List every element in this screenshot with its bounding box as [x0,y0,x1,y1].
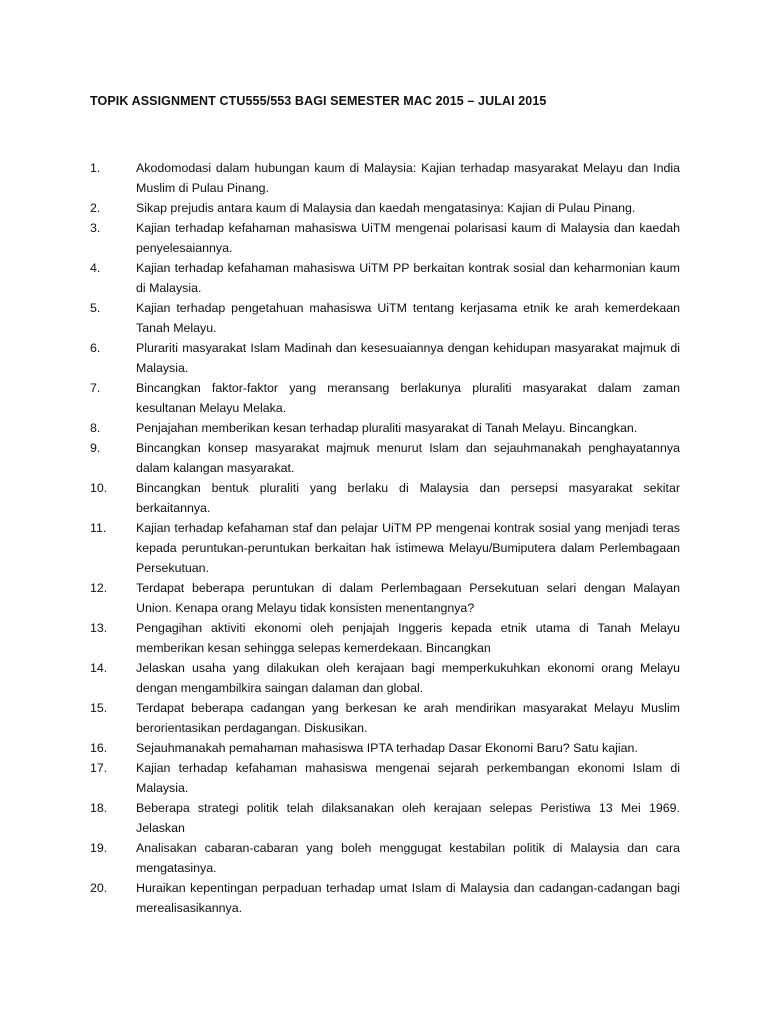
list-item [90,298,680,338]
topic-text: Sikap prejudis antara kaum di Malaysia dan kaedah mengatasinya: Kajian di Pulau Pinang. [136,201,636,215]
list-item [90,838,680,878]
topic-text: Terdapat beberapa peruntukan di dalam Perlembagaan Persekutuan selari dengan Malayan Union. Kenapa orang Melayu tidak konsisten menentangnya? [136,581,680,615]
topic-text: Penjajahan memberikan kesan terhadap pluraliti masyarakat di Tanah Melayu. Bincangkan. [136,421,638,435]
topic-text: Akodomodasi dalam hubungan kaum di Malaysia: Kajian terhadap masyarakat Melayu dan India Muslim di Pulau Pinang. [136,161,680,195]
topic-number: 4. [90,261,101,275]
topic-number: 2. [90,201,101,215]
topic-number: 18. [90,801,108,815]
topic-text: Terdapat beberapa cadangan yang berkesan ke arah mendirikan masyarakat Melayu Muslim berorientasikan perdagangan. Diskusikan. [136,701,680,735]
topic-text: Kajian terhadap kefahaman mahasiswa UiTM mengenai polarisasi kaum di Malaysia dan kaedah penyelesaiannya. [136,221,680,255]
topic-text: Kajian terhadap kefahaman mahasiswa mengenai sejarah perkembangan ekonomi Islam di Malaysia. [136,761,680,795]
list-item [90,878,680,918]
list-item [90,578,680,618]
topic-number: 13. [90,621,108,635]
topic-text: Kajian terhadap kefahaman staf dan pelajar UiTM PP mengenai kontrak sosial yang menjadi teras kepada peruntukan-peruntukan berkaitan hak istimewa Melayu/Bumiputera dalam Perlembagaan Persekutuan. [136,521,680,575]
list-item [90,378,680,418]
topic-number: 20. [90,881,108,895]
topic-number: 1. [90,161,101,175]
list-item [90,198,680,218]
topic-text: Huraikan kepentingan perpaduan terhadap umat Islam di Malaysia dan cadangan-cadangan bagi merealisasikannya. [136,881,680,915]
topic-text: Analisakan cabaran-cabaran yang boleh menggugat kestabilan politik di Malaysia dan cara mengatasinya. [136,841,680,875]
topic-text: Bincangkan bentuk pluraliti yang berlaku di Malaysia dan persepsi masyarakat sekitar berkaitannya. [136,481,680,515]
topic-number: 9. [90,441,101,455]
topic-number: 19. [90,841,108,855]
list-item [90,798,680,838]
topic-number: 16. [90,741,108,755]
list-item [90,218,680,258]
list-item [90,158,680,198]
topic-number: 3. [90,221,101,235]
topic-number: 7. [90,381,101,395]
topic-list [90,158,680,918]
list-item [90,758,680,798]
topic-text: Kajian terhadap kefahaman mahasiswa UiTM PP berkaitan kontrak sosial dan keharmonian kaum di Malaysia. [136,261,680,295]
topic-text: Pengagihan aktiviti ekonomi oleh penjajah Inggeris kepada etnik utama di Tanah Melayu memberikan kesan sehingga selepas kemerdekaan. Bincangkan [136,621,680,655]
topic-number: 17. [90,761,108,775]
topic-text: Bincangkan faktor-faktor yang meransang berlakunya pluraliti masyarakat dalam zaman kesultanan Melayu Melaka. [136,381,680,415]
topic-number: 11. [90,521,107,535]
topic-text: Jelaskan usaha yang dilakukan oleh kerajaan bagi memperkukuhkan ekonomi orang Melayu dengan mengambilkira saingan dalaman dan global. [136,661,680,695]
list-item [90,518,680,578]
topic-text: Sejauhmanakah pemahaman mahasiswa IPTA terhadap Dasar Ekonomi Baru? Satu kajian. [136,741,638,755]
list-item [90,258,680,298]
document-title: TOPIK ASSIGNMENT CTU555/553 BAGI SEMESTER MAC 2015 – JULAI 2015 [90,94,547,108]
list-item [90,338,680,378]
topic-number: 15. [90,701,108,715]
topic-text: Plurariti masyarakat Islam Madinah dan kesesuaiannya dengan kehidupan masyarakat majmuk di Malaysia. [136,341,680,375]
topic-number: 8. [90,421,101,435]
list-item [90,438,680,478]
topic-text: Beberapa strategi politik telah dilaksanakan oleh kerajaan selepas Peristiwa 13 Mei 1969. Jelaskan [136,801,680,835]
topic-text: Kajian terhadap pengetahuan mahasiswa UiTM tentang kerjasama etnik ke arah kemerdekaan Tanah Melayu. [136,301,680,335]
topic-number: 6. [90,341,101,355]
list-item [90,618,680,658]
topic-text: Bincangkan konsep masyarakat majmuk menurut Islam dan sejauhmanakah penghayatannya dalam kalangan masyarakat. [136,441,680,475]
list-item [90,738,680,758]
topic-number: 14. [90,661,108,675]
topic-number: 5. [90,301,101,315]
topic-number: 12. [90,581,108,595]
list-item [90,478,680,518]
list-item [90,658,680,698]
list-item [90,418,680,438]
topic-number: 10. [90,481,108,495]
list-item [90,698,680,738]
